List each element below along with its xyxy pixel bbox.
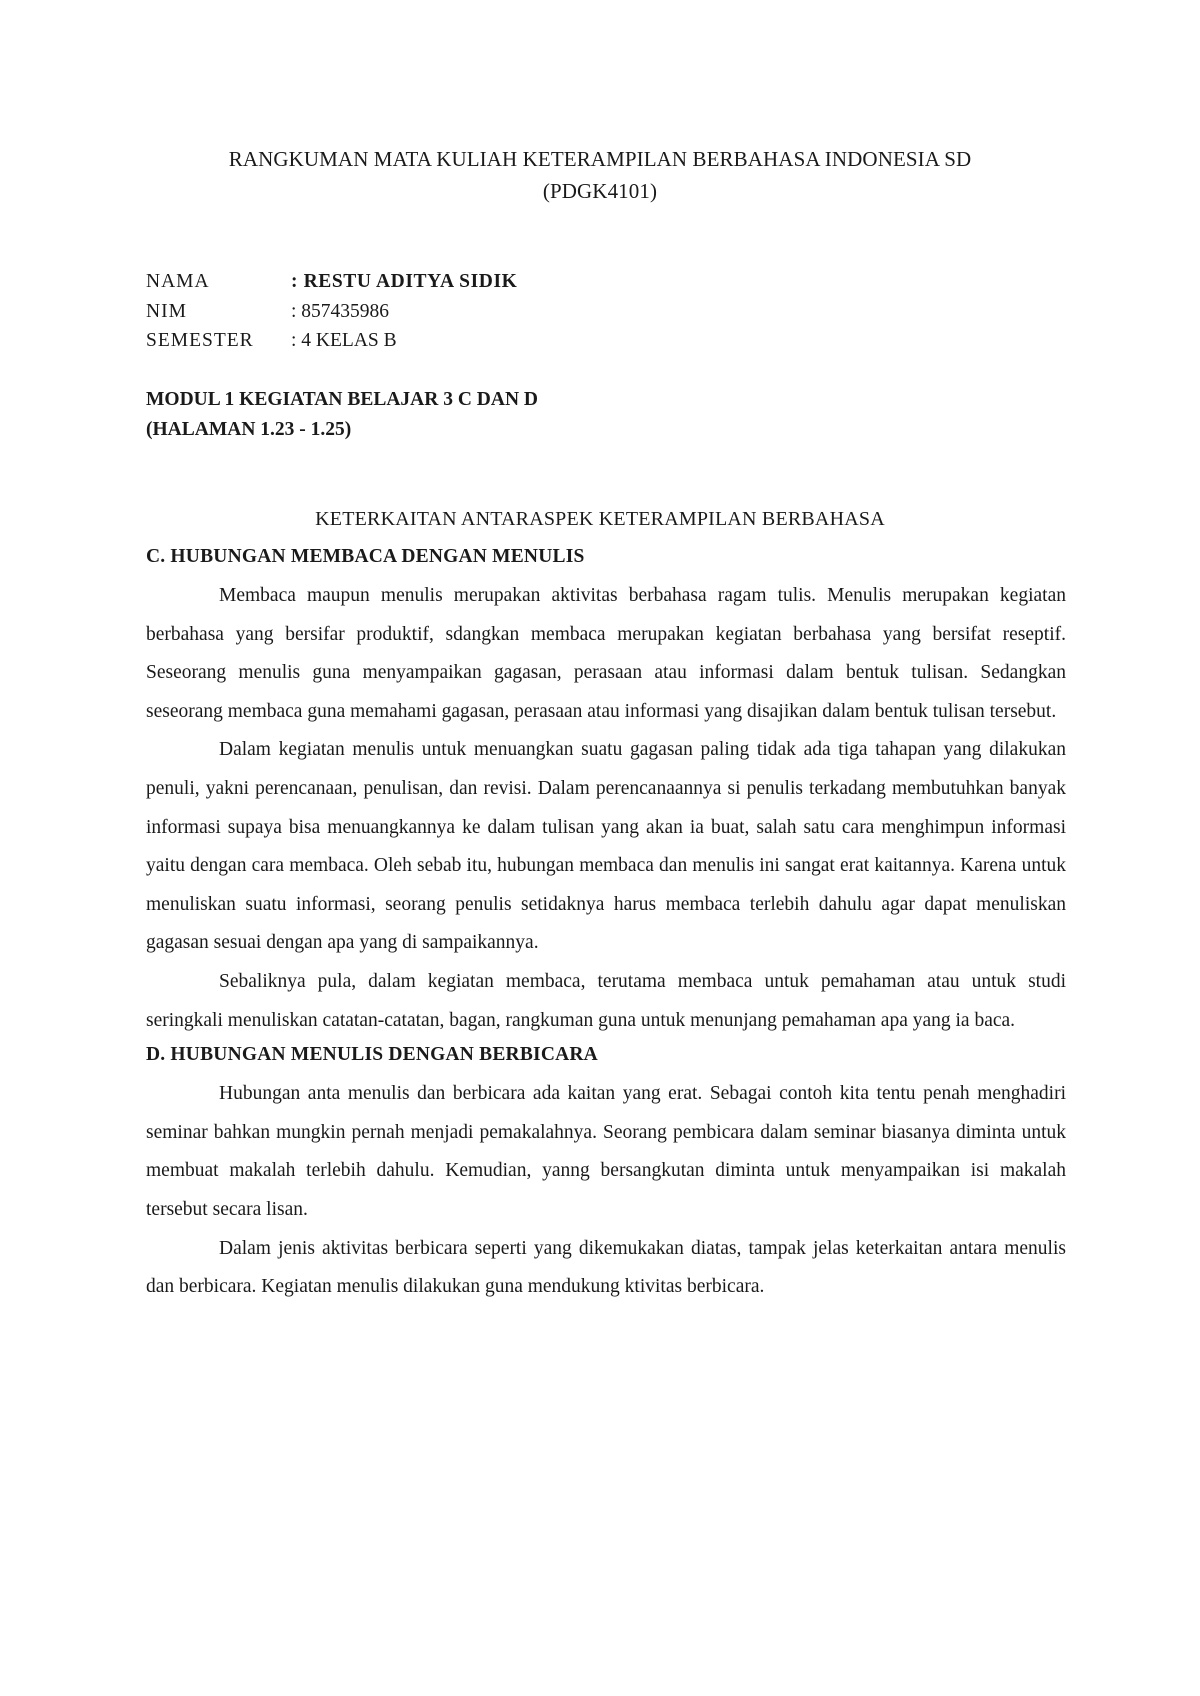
module-heading-line1: MODUL 1 KEGIATAN BELAJAR 3 C DAN D <box>146 389 539 410</box>
info-label: NIM <box>146 300 187 322</box>
student-info <box>146 267 517 356</box>
module-heading <box>146 385 538 444</box>
student-name: : RESTU ADITYA SIDIK <box>291 271 518 292</box>
paragraph: Dalam jenis aktivitas berbicara seperti yang dikemukakan diatas, tampak jelas keterkaitan antara menulis dan berbicara. Kegiatan menulis dilakukan guna mendukung ktivitas berbicara. <box>146 1237 1066 1298</box>
document-title-line1: RANGKUMAN MATA KULIAH KETERAMPILAN BERBAHASA INDONESIA SD <box>228 147 972 171</box>
paragraph: Hubungan anta menulis dan berbicara ada kaitan yang erat. Sebagai contoh kita tentu penah menghadiri seminar bahkan mungkin pernah menjadi pemakalahnya. Seorang pembicara dalam seminar biasanya diminta untuk membuat makalah terlebih dahulu. Kemudian, yanng bersangkutan diminta untuk menyampaikan isi makalah tersebut secara lisan. <box>146 1083 1066 1220</box>
document-body <box>146 542 1066 1307</box>
student-nim: : 857435986 <box>291 300 390 322</box>
document-title-line2: (PDGK4101) <box>542 179 658 203</box>
info-row-semester <box>146 326 517 356</box>
paragraph: Sebaliknya pula, dalam kegiatan membaca, terutama membaca untuk pemahaman atau untuk studi seringkali menuliskan catatan-catatan, bagan, rangkuman guna untuk menunjang pemahaman apa yang ia baca. <box>146 970 1066 1031</box>
section-title: KETERKAITAN ANTARASPEK KETERAMPILAN BERBAHASA <box>315 508 885 530</box>
info-value <box>291 267 517 297</box>
paragraph: Membaca maupun menulis merupakan aktivitas berbahasa ragam tulis. Menulis merupakan kegiatan berbahasa yang bersifar produktif, sdangkan membaca merupakan kegiatan berbahasa yang bersifat reseptif. Seseorang menulis guna menyampaikan gagasan, perasaan atau informasi dalam bentuk tulisan. Sedangkan seseorang membaca guna memahami gagasan, perasaan atau informasi yang disajikan dalam bentuk tulisan tersebut. <box>146 585 1066 722</box>
info-label: SEMESTER <box>146 330 254 351</box>
module-heading-line2: (HALAMAN 1.23 - 1.25) <box>146 418 352 440</box>
info-row-nim <box>146 297 517 327</box>
info-row-name <box>146 267 517 297</box>
info-label: NAMA <box>146 271 210 292</box>
section-heading-d: D. HUBUNGAN MENULIS DENGAN BERBICARA <box>146 1044 598 1066</box>
student-semester: : 4 KELAS B <box>291 330 397 351</box>
document-title <box>146 143 1054 207</box>
paragraph: Dalam kegiatan menulis untuk menuangkan suatu gagasan paling tidak ada tiga tahapan yang dilakukan penuli, yakni perencanaan, penulisan, dan revisi. Dalam perencanaannya si penulis terkadang membutuhkan banyak informasi supaya bisa menuangkannya ke dalam tulisan yang akan ia buat, salah satu cara menghimpun informasi yaitu dengan cara membaca. Oleh sebab itu, hubungan membaca dan menulis ini sangat erat kaitannya. Karena untuk menuliskan suatu informasi, seorang penulis setidaknya harus membaca terlebih dahulu agar dapat menuliskan gagasan sesuai dengan apa yang di sampaikannya. <box>146 739 1066 954</box>
section-heading-c: C. HUBUNGAN MEMBACA DENGAN MENULIS <box>146 546 585 567</box>
